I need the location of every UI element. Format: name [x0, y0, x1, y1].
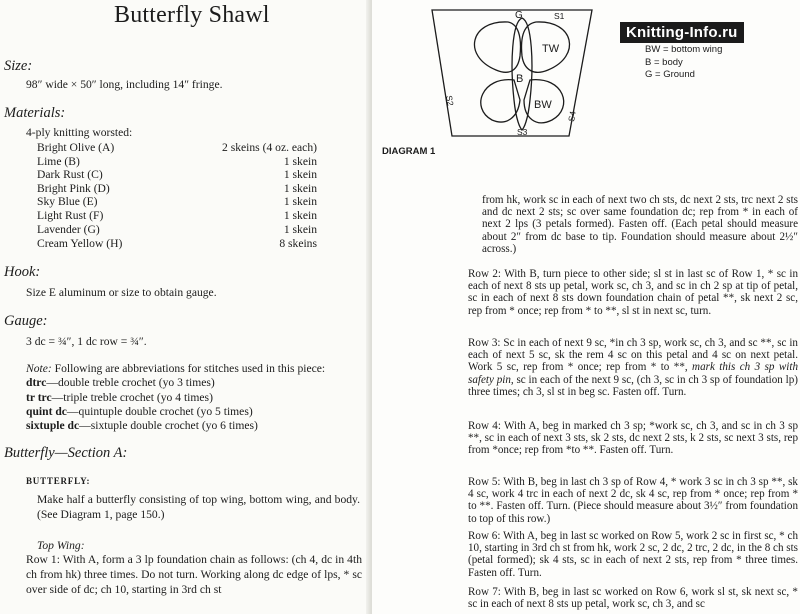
material-name: Bright Pink (D) [37, 182, 110, 195]
row-5-text [468, 476, 798, 525]
row-instruction: With A, form a 3 lp foundation chain as follows: (ch 4, dc in 4th ch from hk) three times. Do not turn. Working along dc edge of lps, * sc over side of dc; ch 10, starting in 3rd ch st [26, 553, 362, 596]
row-label: Row 5: [468, 476, 501, 488]
materials-heading: Materials: [4, 105, 66, 121]
gauge-text: 3 dc = ¾″, 1 dc row = ¾″. [26, 335, 147, 348]
row-instruction: Sc in each of next 9 sc, *in ch 3 sp, work sc, ch 3, and sc **, sc in each of next 5 sc, sk the rem 4 sc on this petal and 4 sc on next petal. Work 5 sc, rep from * once; rep from * to **, [468, 337, 798, 374]
top-wing-left [474, 22, 520, 72]
material-row [37, 182, 317, 196]
note-lead: Note: [26, 362, 52, 375]
butterfly-diagram-icon [424, 4, 594, 149]
abbreviation: quint dc [26, 405, 67, 418]
row-label: Row 7: [468, 586, 501, 598]
abbreviation: tr trc [26, 391, 52, 404]
material-row [37, 168, 317, 182]
row-7-text [468, 586, 798, 610]
material-name: Light Rust (F) [37, 209, 104, 222]
row-label: Row 3: [468, 337, 501, 349]
material-qty: 8 skeins [279, 237, 317, 250]
label-s4: S4 [566, 110, 578, 123]
material-qty: 1 skein [283, 155, 317, 168]
row-instruction: With B, turn piece to other side; sl st in last sc of Row 1, * sc in each of next 8 sts up petal, work sc, ch 3, and sc in ch 2 sp at tip of petal, sc in each of next 8 sts down foundation chain of petal **, sk next 2 sc, rep from * once; rep from * to **, sl st in next sc, turn. [468, 268, 798, 317]
material-name: Lavender (G) [37, 223, 100, 236]
row-label: Row 2: [468, 268, 502, 280]
butterfly-text: Make half a butterfly consisting of top wing, bottom wing, and body. (See Diagram 1, page 150.) [37, 493, 360, 521]
material-row [37, 155, 317, 169]
row-instruction: With A, beg in marked ch 3 sp; *work sc, ch 3, and sc in ch 3 sp **, sc in each of next 3 sts, sk 2 sts, dc next 2 sts, k 2 sts, sc next 3 sts, rep from *once; rep from *to **. Fasten off. Turn. [468, 420, 798, 457]
abbreviation-item [26, 391, 213, 404]
legend-item: G = Ground [645, 69, 695, 80]
right-page [372, 0, 800, 614]
abbreviation-def: —double treble crochet (yo 3 times) [46, 376, 215, 389]
row-3-text [468, 337, 798, 398]
label-s3: S3 [517, 127, 528, 137]
label-tw: TW [542, 43, 560, 55]
label-s1: S1 [554, 11, 565, 21]
abbreviation-def: —triple treble crochet (yo 4 times) [51, 391, 213, 404]
material-qty: 1 skein [283, 182, 317, 195]
label-b: B [516, 73, 524, 85]
material-qty: 1 skein [283, 195, 317, 208]
diagram-caption: DIAGRAM 1 [382, 146, 436, 157]
butterfly-label: BUTTERFLY: [26, 476, 91, 486]
abbreviation-item [26, 376, 215, 389]
abbreviation: dtrc [26, 376, 47, 389]
abbreviation-item [26, 405, 253, 418]
hook-text: Size E aluminum or size to obtain gauge. [26, 286, 217, 299]
abbreviation-def: —sixtuple double crochet (yo 6 times) [79, 419, 258, 432]
page-title: Butterfly Shawl [114, 2, 270, 28]
size-heading: Size: [4, 58, 33, 74]
note-intro [26, 361, 325, 376]
material-name: Cream Yellow (H) [37, 237, 123, 250]
material-name: Bright Olive (A) [37, 141, 115, 154]
material-name: Sky Blue (E) [37, 195, 98, 208]
abbreviation-item [26, 419, 258, 432]
site-watermark: Knitting-Info.ru [620, 22, 744, 43]
continuation-text: from hk, work sc in each of next two ch sts, dc next 2 sts, trc next 2 sts and dc next 2 sts; sc over same foundation dc; rep from * in each of next 2 lps (3 petals formed). Fasten off. (Each petal should measure about 2″ from dc base to tip. Foundation should measure about 2½″ across.) [482, 194, 798, 255]
row-label: Row 1: [26, 553, 60, 566]
row-label: Row 4: [468, 420, 501, 432]
legend-item: B = body [645, 57, 683, 68]
gauge-heading: Gauge: [4, 313, 48, 329]
material-qty: 2 skeins (4 oz. each) [222, 141, 317, 154]
row-instruction-italic: mark this ch 3 sp with safety pin, [468, 361, 798, 386]
section-a-heading: Butterfly—Section A: [4, 445, 128, 461]
left-page [0, 0, 372, 614]
abbreviation: sixtuple dc [26, 419, 80, 432]
row-2-text [468, 268, 798, 317]
material-qty: 1 skein [283, 168, 317, 181]
diagram-1 [424, 4, 594, 154]
row-instruction: With B, beg in last ch 3 sp of Row 4, * work 3 sc in ch 3 sp **, sk 4 sc, work 4 trc in each of next 2 dc, sk 4 sc, rep from * once; rep from * to **. Fasten off. Turn. (Piece should measure about 3½″ from foundation to top of this row.) [468, 476, 798, 525]
row-instruction: With A, beg in last sc worked on Row 5, work 2 sc in first sc, * ch 10, starting in 3rd ch st from hk, work 2 sc, 2 dc, 2 trc, 2 dc, in the 8 ch sts (petal formed); sk 4 sts, sc in each of next 2 sts, rep from * three times. Fasten off. Turn. [468, 530, 798, 579]
material-row [37, 237, 317, 251]
label-s2: S2 [444, 94, 456, 107]
material-row [37, 141, 317, 155]
material-row [37, 195, 317, 209]
row-1-text [26, 552, 362, 597]
row-label: Row 6: [468, 530, 501, 542]
row-4-text [468, 420, 798, 457]
top-wing-heading: Top Wing: [37, 539, 85, 552]
note-intro-text: Following are abbreviations for stitches used in this piece: [51, 362, 326, 375]
material-name: Dark Rust (C) [37, 168, 103, 181]
materials-intro: 4-ply knitting worsted: [26, 126, 133, 139]
abbreviation-def: —quintuple double crochet (yo 5 times) [66, 405, 253, 418]
row-instruction-cont: sc in each of the next 9 sc, (ch 3, sc in ch 3 sp of foundation lp) three times; ch 3, sl st in beg sc. Fasten off. Turn. [468, 373, 798, 398]
material-name: Lime (B) [37, 155, 80, 168]
row-6-text [468, 530, 798, 579]
material-qty: 1 skein [283, 209, 317, 222]
label-g: G [515, 10, 523, 21]
material-row [37, 223, 317, 237]
material-row [37, 209, 317, 223]
material-qty: 1 skein [283, 223, 317, 236]
hook-heading: Hook: [4, 264, 41, 280]
label-bw: BW [534, 99, 552, 111]
size-text: 98″ wide × 50″ long, including 14″ fringe. [26, 78, 223, 91]
row-instruction: With B, beg in last sc worked on Row 6, work sl st, sk next sc, * sc in each of next 8 sts up petal, work sc, ch 3, and sc [468, 586, 798, 611]
legend-item: BW = bottom wing [645, 44, 723, 55]
